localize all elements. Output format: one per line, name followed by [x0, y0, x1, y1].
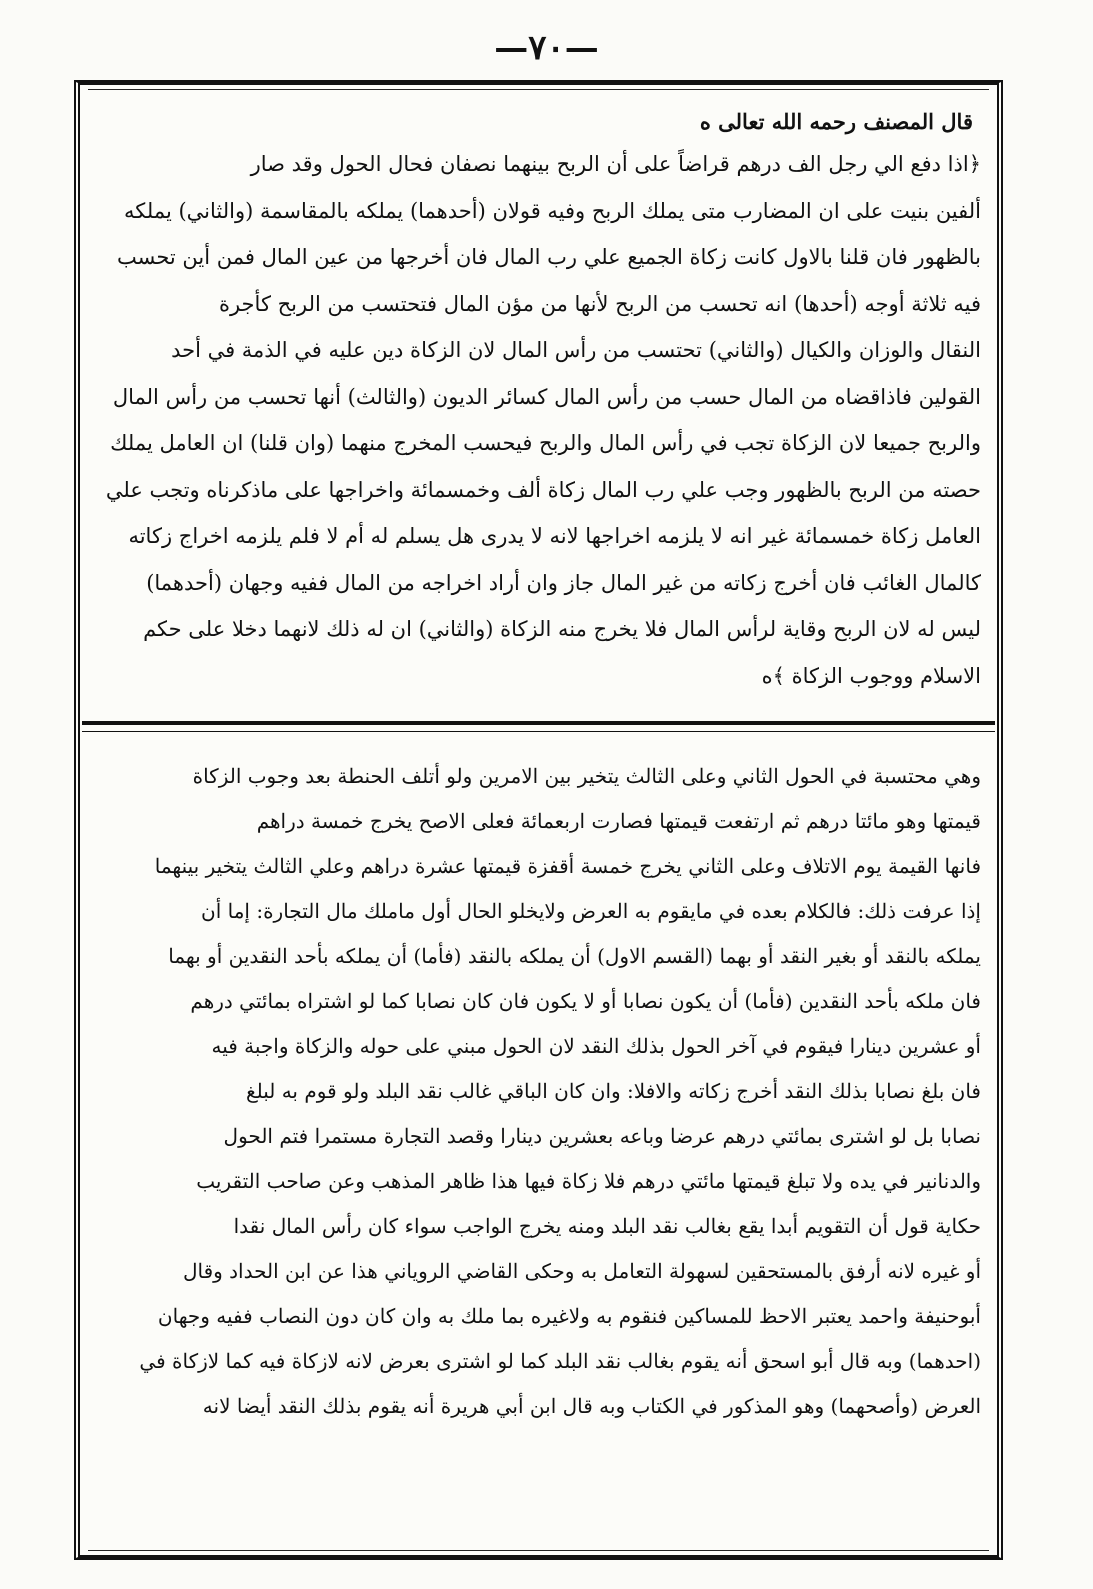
- commentary-line: أو عشرين دينارا فيقوم في آخر الحول بذلك النقد لان الحول مبني على حوله والزكاة واجبة فيه: [211, 1034, 981, 1058]
- commentary-line: فان بلغ نصابا بذلك النقد أخرج زكاته والافلا: وان كان الباقي غالب نقد البلد ولو قوم به لبلغ: [245, 1079, 981, 1103]
- main-text-line: فيه ثلاثة أوجه (أحدها) انه تحسب من الربح لأنها من مؤن المال فتحتسب من الربح كأجرة: [218, 291, 981, 316]
- main-text-line: بالظهور فان قلنا بالاول كانت زكاة الجميع علي رب المال فان أخرجها من عين المال فمن أين تحسب: [116, 245, 981, 269]
- commentary-line: فان ملكه بأحد النقدين (فأما) أن يكون نصابا أو لا يكون فان كان نصابا كما لو اشتراه بمائتي درهم: [190, 989, 981, 1013]
- commentary-line: والدنانير في يده ولا تبلغ قيمتها مائتي درهم فلا زكاة فيها هذا ظاهر المذهب وعن صاحب التقريب: [196, 1169, 981, 1193]
- commentary-line: (احدهما) وبه قال أبو اسحق أنه يقوم بغالب نقد البلد كما لو اشترى بعرض لانه لازكاة فيه كما لازكاة في: [139, 1349, 981, 1373]
- main-text-line: ﴿اذا دفع الي رجل الف درهم قراضاً على أن الربح بينهما نصفان فحال الحول وقد صار: [250, 152, 981, 176]
- commentary-line: العرض (وأصحهما) وهو المذكور في الكتاب وبه قال ابن أبي هريرة أنه يقوم بذلك النقد أيضا لانه: [202, 1394, 981, 1418]
- commentary-line: وهي محتسبة في الحول الثاني وعلى الثالث يتخير بين الامرين ولو أتلف الحنطة بعد وجوب الزكاة: [192, 764, 981, 788]
- section-divider: [82, 721, 995, 732]
- commentary-line: قيمتها وهو مائتا درهم ثم ارتفعت قيمتها فصارت اربعمائة فعلى الاصح يخرج خمسة دراهم: [256, 809, 981, 833]
- page-frame: [74, 80, 1003, 1560]
- main-text-line: كالمال الغائب فان أخرج زكاته من غير المال جاز وان أراد اخراجه من المال ففيه وجهان (أحدهما): [146, 570, 981, 595]
- frame-inner-rule-bottom: [88, 1550, 989, 1551]
- main-text-line: حصته من الربح بالظهور وجب علي رب المال زكاة ألف وخمسمائة واخراجها على ماذكرناه وتجب علي: [105, 477, 981, 502]
- section-heading: قال المصنف رحمه الله تعالى ه: [699, 109, 973, 134]
- main-text-line: الاسلام ووجوب الزكاة ﴾ه: [761, 663, 981, 688]
- main-text-line: والربح جميعا لان الزكاة تجب في رأس المال والربح فيحسب المخرج منهما (وان قلنا) ان العامل يملك: [110, 431, 981, 455]
- commentary-line: نصابا بل لو اشترى بمائتي درهم عرضا وباعه بعشرين دينارا وقصد التجارة مستمرا فتم الحول: [223, 1124, 981, 1148]
- commentary-line: إذا عرفت ذلك: فالكلام بعده في مايقوم به العرض ولايخلو الحال أول ماملك مال التجارة: إما أن: [201, 899, 981, 923]
- main-text-block: [100, 141, 981, 699]
- main-text-line: ليس له لان الربح وقاية لرأس المال فلا يخرج منه الزكاة (والثاني) ان له ذلك لانهما دخلا على حكم: [143, 617, 981, 641]
- commentary-block: [100, 754, 981, 1429]
- page-number: —٧٠—: [494, 28, 599, 68]
- main-text-line: النقال والوزان والكيال (والثاني) تحتسب من رأس المال لان الزكاة دين عليه في الذمة في أحد: [171, 338, 981, 362]
- main-text-line: ألفين بنيت على ان المضارب متى يملك الربح وفيه قولان (أحدهما) يملكه بالمقاسمة (والثاني) يملكه: [124, 198, 981, 223]
- commentary-line: فانها القيمة يوم الاتلاف وعلى الثاني يخرج خمسة أقفزة قيمتها عشرة دراهم وعلي الثالث يتخير بينهما: [154, 854, 981, 878]
- commentary-line: أبوحنيفة واحمد يعتبر الاحظ للمساكين فنقوم به ولاغيره بما ملك به وان كان دون النصاب ففيه وجهان: [157, 1304, 981, 1328]
- main-text-line: القولين فاذاقضاه من المال حسب من رأس المال كسائر الديون (والثالث) أنها تحسب من رأس المال: [112, 384, 981, 409]
- frame-inner-rule-top: [88, 89, 989, 90]
- commentary-line: يملكه بالنقد أو بغير النقد أو بهما (القسم الاول) أن يملكه بالنقد (فأما) أن يملكه بأحد النقدين أو بهما: [168, 944, 981, 968]
- commentary-line: حكاية قول أن التقويم أبدا يقع بغالب نقد البلد ومنه يخرج الواجب سواء كان رأس المال نقدا: [233, 1214, 981, 1238]
- main-text-line: العامل زكاة خمسمائة غير انه لا يلزمه اخراجها لانه لا يدرى هل يسلم له أم لا فلم يلزمه اخراج زكاته: [128, 524, 981, 548]
- commentary-line: أو غيره لانه أرفق بالمستحقين لسهولة التعامل به وحكى القاضي الروياني هذا عن ابن الحداد وقال: [182, 1259, 981, 1283]
